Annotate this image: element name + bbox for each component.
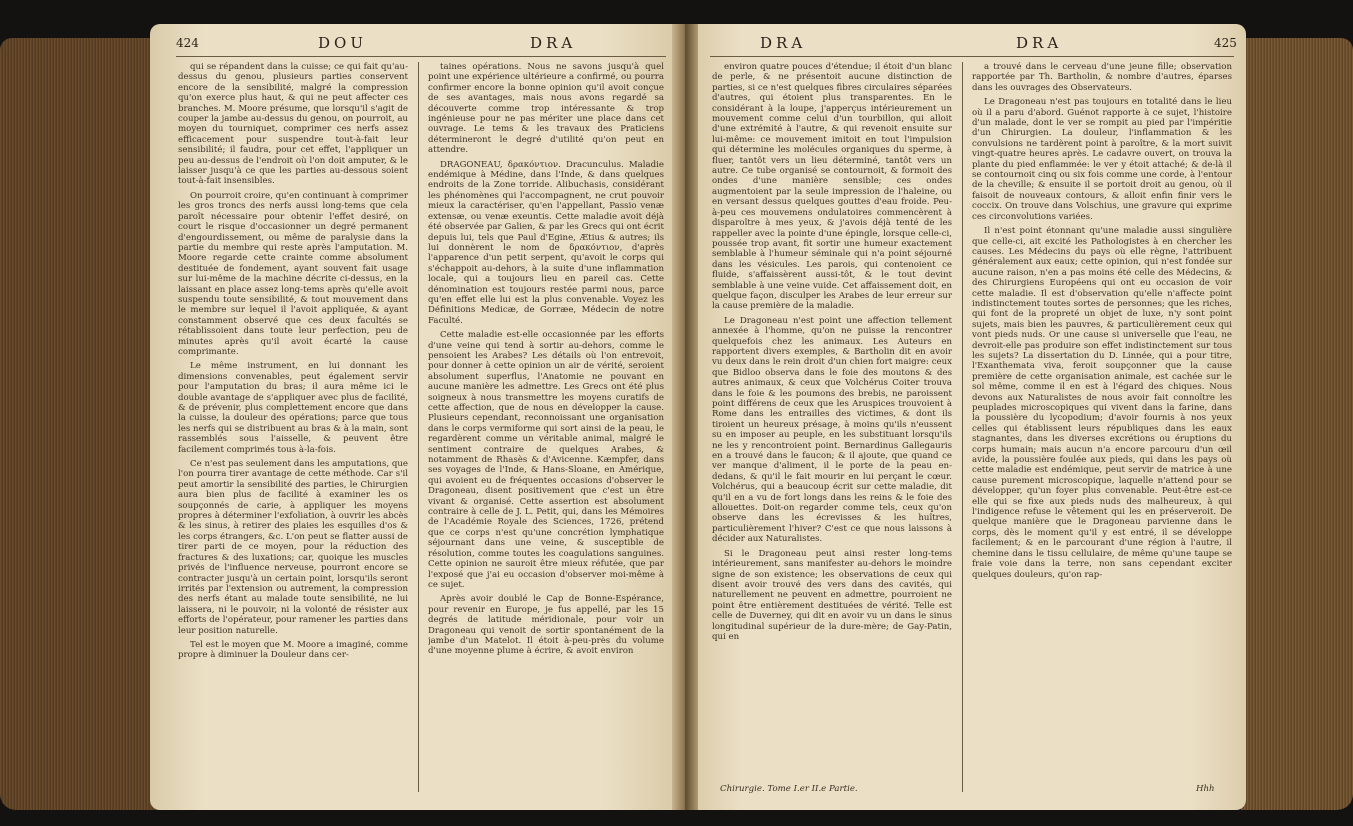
paragraph: Il n'est point étonnant qu'une maladie aussi singulière que celle-ci, ait excité les Pathologistes à en chercher les causes. Les Médecins du pays où elle règne, l'attribuent généralement aux eaux; cette opinion, qui n'est fondée sur aucune raison, n'en a pas moins été celle des Médecins, & des Chirurgiens Européens qui ont eu occasion de voir cette maladie. Il est d'observation qu'elle n'affecte point indistinctement toutes sortes de personnes; que les riches, qui font de la propreté un objet de luxe, n'y sont point sujets, mais bien les pauvres, & particulièrement ceux qui vont pieds nuds. Or une cause si universelle que l'eau, ne devroit-elle pas produire son effet indistinctement sur tous les sujets? La dissertation du D. Linnée, qui a pour titre, l'Exanthemata viva, feroit soupçonner que la cause première de cette organisation animale, est cachée sur le sol même, comme il en est à l'égard des chiques. Nous devons aux Naturalistes de nous avoir fait connoître les peuplades microscopiques qui vivent dans la farine, dans la poussière du lycopodium; d'avoir fournis à nos yeux celles qui établissent leurs républiques dans les eaux stagnantes, dans les diverses excrétions ou éruptions du corps humain; mais aucun n'a encore parcouru d'un œil avide, la poussière foulée aux pieds, qui dans les pays où cette maladie est endémique, peut servir de matrice à une cause purement microscopique, laquelle n'attend pour se développer, qu'un foyer plus convenable. Peut-être est-ce elle qui se fixe aux pieds nuds des malheureux, à qui l'indigence refuse le vêtement qui les en préserveroit. De quelque manière que le Dragoneau parvienne dans le corps, dès le moment qu'il y est entré, il se développe facilement; & en le parcourant d'une région à l'autre, il chemine dans le tissu cellulaire, de même qu'une taupe se fraie voie dans la terre, non sans cependant exciter quelques douleurs, qu'on rap-	[972, 226, 1232, 580]
left-column-1	[178, 62, 408, 800]
paragraph: qui se répandent dans la cuisse; ce qui fait qu'au-dessus du genou, plusieurs parties conservent encore de la sensibilité, malgré la compression qu'on exerce plus haut, & qui ne peut affecter ces branches. M. Moore présume, que lorsqu'il s'agit de couper la jambe au-dessus du genou, on pourroit, au moyen du tourniquet, comprimer ces nerfs assez efficacement pour suspendre tout-à-fait leur sensibilité; il faudra, pour cet effet, l'appliquer un peu au-dessus de l'endroit où l'on doit amputer, & le laisser jusqu'à ce que les parties au-dessous soient tout-à-fait insensibles.	[178, 62, 408, 187]
right-column-2	[972, 62, 1232, 800]
left-column-2	[428, 62, 664, 800]
left-page-number: 424	[176, 36, 199, 50]
paragraph: Le même instrument, en lui donnant les dimensions convenables, peut également servir pour l'amputation du bras; il aura même ici le double avantage de s'appliquer avec plus de facilité, & de prévenir, plus complettement encore que dans la cuisse, la douleur des opérations; parce que tous les nerfs qui se distribuent au bras & à la main, sont rassemblés sous l'aisselle, & peuvent être facilement comprimés tous à-la-fois.	[178, 361, 408, 455]
paragraph: Cette maladie est-elle occasionnée par les efforts d'une veine qui tend à sortir au-dehors, comme le pensoient les Arabes? Les détails où l'on entrevoit, pour donner à cette opinion un air de vérité, seroient absolument superflus, l'Anatomie ne pouvant en aucune manière les admettre. Les Grecs ont été plus soigneux à nous transmettre les moyens curatifs de cette affection, que de nous en développer la cause. Plusieurs cependant, reconnoissant une organisation dans le corps vermiforme qui sort ainsi de la peau, le regardèrent comme un véritable animal, malgré le sentiment contraire de quelques Arabes, & notamment de Rhasès & d'Avicenne. Kæmpfer, dans ses voyages de l'Inde, & Hans-Sloane, en Amérique, qui avoient eu de fréquentes occasions d'observer le Dragoneau, disent positivement que c'est un être vivant & organisé. Cette assertion est absolument contraire à celle de J. L. Petit, qui, dans les Mémoires de l'Académie Royale des Sciences, 1726, prétend que ce corps n'est qu'une concrétion lymphatique séjournant dans une veine, & susceptible de résolution, comme toutes les coagulations sanguines. Cette opinion ne sauroit être mieux réfutée, que par l'exposé que j'ai eu occasion d'observer moi-même à ce sujet.	[428, 330, 664, 590]
right-header-word: DRA	[760, 34, 807, 52]
paragraph: Ce n'est pas seulement dans les amputations, que l'on pourra tirer avantage de cette méthode. Car s'il peut amortir la sensibilité des parties, le Chirurgien aura bien plus de facilité à examiner les os soupçonnés de carie, à appliquer les moyens propres à déterminer l'exfoliation, à ouvrir les abcès & les sinus, à retirer des plaies les esquilles d'os & les corps étrangers, &c. L'on peut se flatter aussi de tirer parti de ce moyen, pour la réduction des fractures & des luxations; car, quoique les muscles privés de l'influence nerveuse, pourront encore se contracter jusqu'à un certain point, lorsqu'ils seront irrités par l'extension ou autrement, la compression des nerfs étant au malade toute sensibilité, ne lui laissera, ni le pouvoir, ni la volonté de résister aux efforts de l'opérateur, pour ramener les parties dans leur position naturelle.	[178, 459, 408, 636]
paragraph: environ quatre pouces d'étendue; il étoit d'un blanc de perle, & ne présentoit aucune distinction de parties, si ce n'est quelques fibres circulaires séparées d'autres, qui étoient plus transparentes. En le considérant à la loupe, j'apperçus intérieurement un mouvement comme celui d'un tourbillon, qui alloit d'une extrémité à l'autre, & qui revenoit ensuite sur lui-même: ce mouvement imitoit en tout l'impulsion qui détermine les molécules organiques du sperme, à fluer, tantôt vers un lieu déterminé, tantôt vers un autre. Ce tube organisé se contournoit, & formoit des ondes d'une manière sensible; ces ondes augmentoient par la seule impression de l'haleine, ou en versant dessus quelques gouttes d'eau froide. Peu-à-peu ces mouvemens ondulatoires commencèrent à disparoître à mes yeux, & j'avois déjà tenté de les rappeller avec la pointe d'une épingle, lorsque celle-ci, poussée trop avant, fit sortir une humeur exactement semblable à l'humeur séminale qui n'a point séjourné dans les vésicules. Les parois, qui contenoient ce fluide, s'affaissèrent aussi-tôt, & le tout devint semblable à une veine vuide. Cet affaissement doit, en quelque façon, disculper les Arabes de leur erreur sur la cause première de la maladie.	[712, 62, 952, 312]
right-page-edges	[1241, 38, 1353, 810]
right-header-rule	[710, 56, 1234, 57]
left-column-divider	[418, 62, 419, 792]
right-page-signature: Hhh	[1196, 784, 1215, 794]
book-gutter	[672, 24, 698, 810]
paragraph: taines opérations. Nous ne savons jusqu'à quel point une expérience ultérieure a confirmé, ou pourra confirmer encore la bonne opinion qu'il avoit conçue de ses avantages, mais nous avons regardé sa découverte comme trop intéressante & trop ingénieuse pour ne pas mériter une place dans cet ouvrage. Le tems & les travaux des Praticiens détermineront le degré d'utilité qu'on peut en attendre.	[428, 62, 664, 156]
right-column-divider	[962, 62, 963, 792]
paragraph: Tel est le moyen que M. Moore a imaginé, comme propre à diminuer la Douleur dans cer-	[178, 639, 408, 661]
right-page-footer: Chirurgie. Tome I.er II.e Partie.	[720, 784, 858, 794]
paragraph: Après avoir doublé le Cap de Bonne-Espérance, pour revenir en Europe, je fus appellé, par les 15 degrés de latitude méridionale, pour voir un Dragoneau qui venoit de sortir spontanément de la jambe d'un Matelot. Il étoit à-peu-près du volume d'une moyenne plume à écrire, & avoit environ	[428, 594, 664, 657]
paragraph: Le Dragoneau n'est pas toujours en totalité dans le lieu où il a paru d'abord. Guénot rapporte à ce sujet, l'histoire d'un malade, dont le ver se rompit au pied par l'impéritie d'un Chirurgien. La douleur, l'inflammation & les convulsions ne tardèrent point à paroître, & la mort suivit vingt-quatre heures après. Le cadavre ouvert, on trouva la plante du pied enflammée: le ver y étoit attaché; & de-là il se contournoit cinq ou six fois comme une corde, à l'entour de la cheville; & ensuite il se portoit droit au genou, où il faisoit de nouveaux contours, & alloit enfin finir vers le coccix. On trouve dans Volschius, une gravure qui exprime ces circonvolutions variées.	[972, 97, 1232, 222]
paragraph: DRAGONEAU, δρακόντιον. Dracunculus. Maladie endémique à Médine, dans l'Inde, & dans quelques endroits de la Zone torride. Alibuchasis, considérant les phénomènes qui l'accompagnent, ne crut pouvoir mieux la caractériser, qu'en l'appellant, Passio venæ extensæ, ou venæ exeuntis. Cette maladie avoit déjà été observée par Galien, & par les Grecs qui ont écrit depuis lui, tels que Paul d'Egine, Ætius & autres; ils lui donnèrent le nom de δρακόντιον, d'après l'apparence d'un petit serpent, qu'avoit le corps qui s'échappoit au-dehors, à la suite d'une inflammation locale, qui a toujours lieu en pareil cas. Cette dénomination est toujours restée parmi nous, parce qu'en effet elle lui est la plus convenable. Voyez les Définitions Medicæ, de Gorræe, Médecin de notre Faculté.	[428, 159, 664, 326]
left-header-word: DOU	[318, 34, 367, 52]
paragraph: Le Dragoneau n'est point une affection tellement annexée à l'homme, qu'on ne puisse la rencontrer quelquefois chez les animaux. Les Auteurs en rapportent divers exemples, & Bartholin dit en avoir vu deux dans le rein droit d'un chien fort maigre: ceux que Bidloo observa dans le foie des moutons & des autres animaux, & ceux que Volchérus Coiter trouva dans le foie & les poumons des brebis, ne paroissent point différens de ceux que les Aruspices trouvoient à Rome dans les entrailles des victimes, & dont ils tiroient un heureux présage, à moins qu'ils n'eussent su en imposer au peuple, en les substituant lorsqu'ils ne les y rencontroient point. Bernardinus Gallegauris en a trouvé dans le faucon; & il ajoute, que quand ce ver manque d'aliment, il le porte de la peau en-dedans, & qu'il le fait mourir en lui perçant le cœur. Volchérus, qui a beaucoup écrit sur cette maladie, dit qu'il en a vu de fort longs dans les reins & le foie des allouettes. Doit-on regarder comme tels, ceux qu'on observe dans les écrevisses & les huîtres, particulièrement l'hiver? C'est ce que nous laissons à décider aux Naturalistes.	[712, 315, 952, 545]
right-header-word-2: DRA	[1016, 34, 1063, 52]
left-page-edges	[0, 38, 160, 810]
left-header-word-2: DRA	[530, 34, 577, 52]
right-column-1	[712, 62, 952, 780]
right-page-number: 425	[1214, 36, 1237, 50]
left-header-rule	[176, 56, 666, 57]
paragraph: a trouvé dans le cerveau d'une jeune fille; observation rapportée par Th. Bartholin, & nombre d'autres, éparses dans les ouvrages des Observateurs.	[972, 62, 1232, 93]
paragraph: Si le Dragoneau peut ainsi rester long-tems intérieurement, sans manifester au-dehors le moindre signe de son existence; les observations de ceux qui disent avoir trouvé des vers dans des cavités, qui naturellement ne peuvent en admettre, pourroient ne point être entièrement destituées de vérité. Telle est celle de Duverney, qui dit en avoir vu un dans le sinus longitudinal supérieur de la dure-mère; de Gay-Patin, qui en	[712, 548, 952, 642]
paragraph: On pourroit croire, qu'en continuant à comprimer les gros troncs des nerfs aussi long-tems que cela paroît nécessaire pour obtenir l'effet desiré, on court le risque d'occasionner un degré permanent d'engourdissement, ou même de paralysie dans la partie du membre qui reste après l'amputation. M. Moore regarde cette crainte comme absolument destituée de fondement, ayant souvent fait usage sur lui-même de la machine décrite ci-dessus, en la laissant en place assez long-tems après qu'elle avoit suspendu toute sensibilité, & tout mouvement dans le membre sur lequel il l'avoit appliquée, & ayant constamment observé que ces deux facultés se rétablissoient dans toute leur perfection, peu de minutes après qu'il avoit écarté la cause comprimante.	[178, 190, 408, 357]
